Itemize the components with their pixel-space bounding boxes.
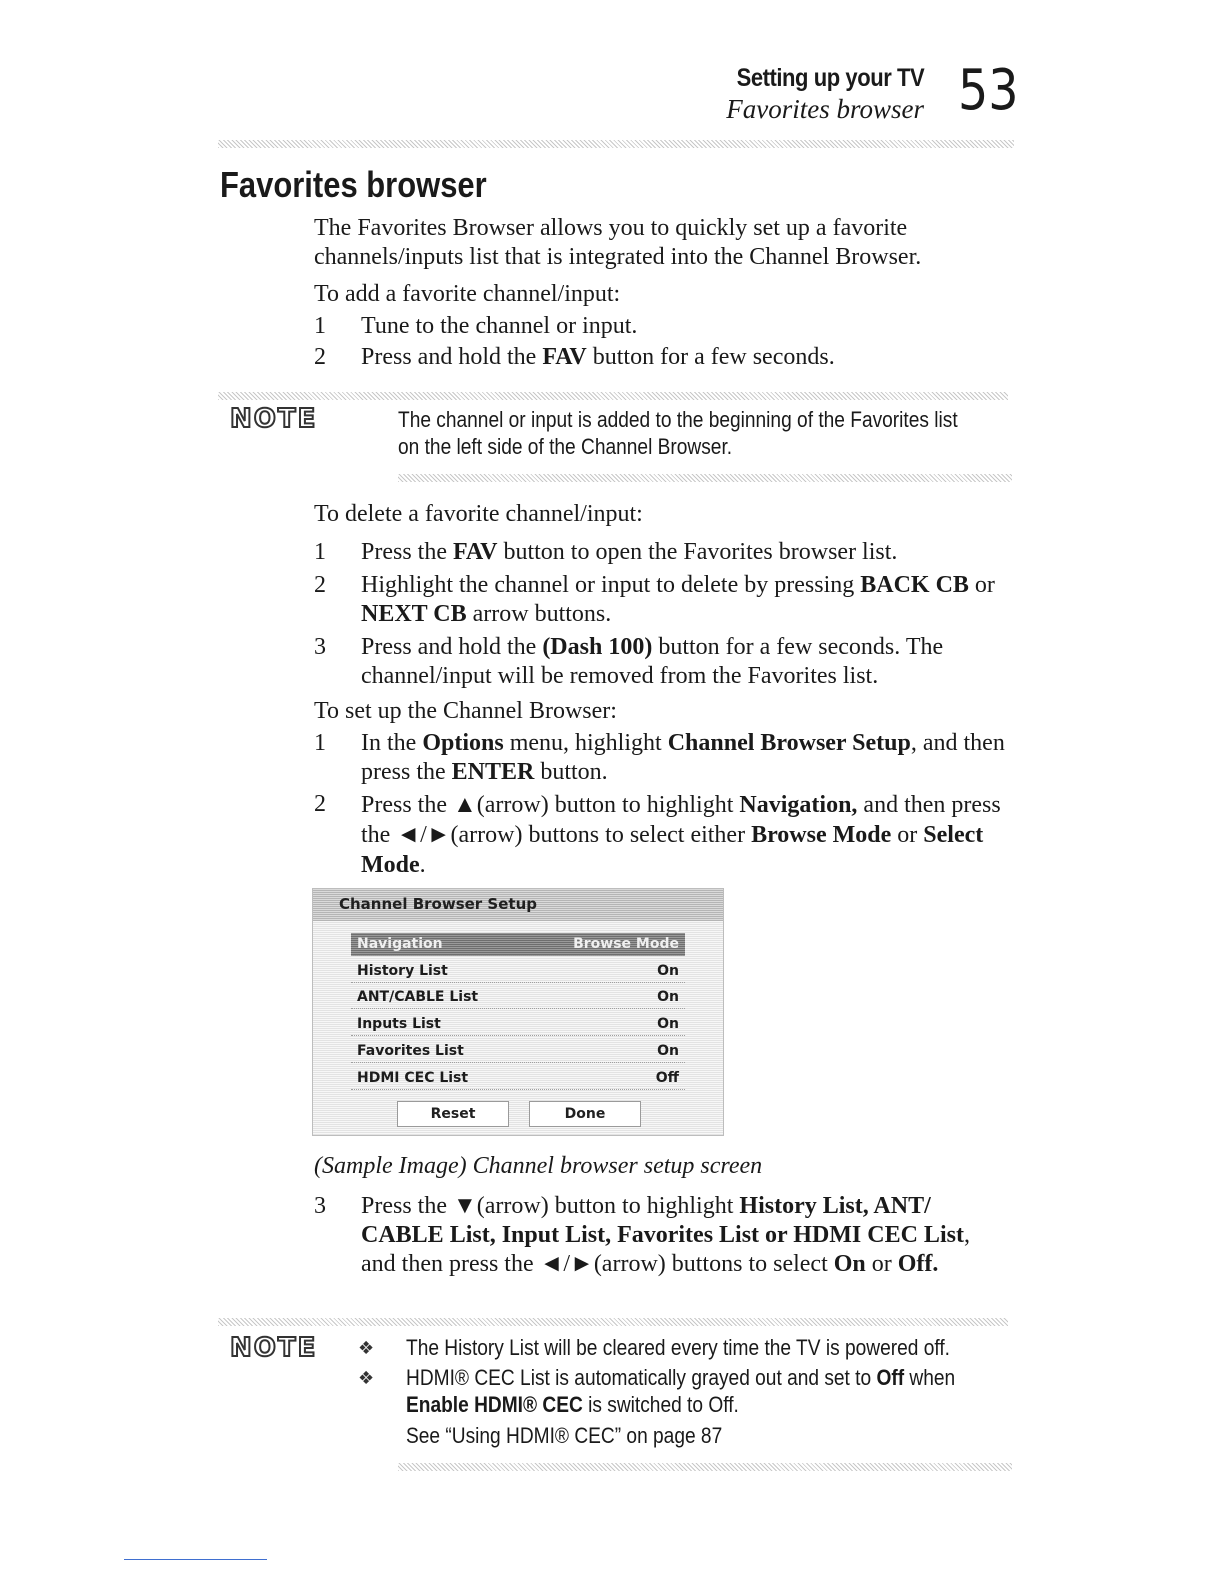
step-text-mid: or [968, 572, 995, 598]
navigation-ref: Navigation, [739, 792, 858, 818]
note1-bottom-rule [398, 474, 1012, 482]
setup-step-2 [314, 790, 1014, 880]
step-text-mid4: or [891, 822, 924, 848]
note1-top-rule [218, 392, 1008, 400]
add-step-2 [314, 343, 1014, 372]
browse-mode-ref: Browse Mode [751, 822, 892, 848]
step-text-tail: button to open the Favorites browser list. [497, 539, 898, 565]
menu-row-label: History List [357, 963, 448, 979]
menu-row-label: Inputs List [357, 1016, 441, 1032]
setup-heading: To set up the Channel Browser: [314, 698, 617, 724]
note2-top-rule [218, 1318, 1008, 1326]
step-number: 2 [314, 791, 326, 817]
menu-row-value: On [657, 1016, 679, 1032]
step-text-tail: button. [534, 759, 608, 785]
menu-row-favorites-list[interactable] [351, 1040, 685, 1063]
menu-row-label: Favorites List [357, 1043, 464, 1059]
header-rule [218, 140, 1014, 148]
menu-row-value: Browse Mode [573, 936, 679, 952]
step-text-mid: (arrow) button to highlight [476, 792, 740, 818]
step-text-tail: arrow buttons. [466, 601, 612, 627]
step-text: Press the [361, 539, 453, 565]
menu-row-label: Navigation [357, 936, 443, 952]
note2-see-ref[interactable]: See “Using HDMI® CEC” on page 87 [406, 1423, 723, 1448]
select-mode-ref: Select Mode [361, 822, 984, 878]
add-step-1 [314, 312, 1014, 341]
delete-step-3 [314, 633, 1014, 691]
delete-step-1 [314, 538, 1014, 567]
step-text-mid3: (arrow) buttons to select [593, 1251, 834, 1277]
step-text: Tune to the channel or input. [361, 313, 638, 339]
step-text-mid: (arrow) button to highlight [476, 1193, 740, 1219]
note2-item2 [406, 1364, 955, 1391]
channel-browser-setup-screen [312, 888, 724, 1136]
delete-heading: To delete a favorite channel/input: [314, 501, 643, 527]
menu-row-history-list[interactable] [351, 960, 685, 983]
delete-step-2 [314, 571, 1014, 629]
menu-row-value: On [657, 1043, 679, 1059]
menu-row-value: Off [655, 1070, 679, 1086]
list-options-ref: History List, ANT/ CABLE List, Input List, Favorites List or HDMI CEC List [361, 1193, 964, 1248]
step-text-mid: menu, highlight [503, 730, 668, 756]
menu-row-value: On [657, 989, 679, 1005]
note2-bottom-rule [398, 1463, 1012, 1471]
menu-row-hdmi-cec-list[interactable] [351, 1067, 685, 1090]
menu-row-ant-cable-list[interactable] [351, 986, 685, 1009]
footer-line [124, 1559, 267, 1560]
step-text-mid3: (arrow) buttons to select either [450, 822, 752, 848]
note2-item1: The History List will be cleared every time the TV is powered off. [406, 1335, 950, 1360]
back-cb-ref: BACK CB [860, 572, 969, 598]
step-text: Press and hold the [361, 344, 543, 370]
step-number: 1 [314, 730, 326, 756]
step-text: Highlight the channel or input to delete by pressing [361, 572, 861, 598]
menu-row-navigation[interactable] [351, 933, 685, 956]
channel-browser-setup-ref: Channel Browser Setup [667, 730, 911, 756]
done-button[interactable]: Done [529, 1101, 641, 1127]
figure-caption: (Sample Image) Channel browser setup screen [314, 1153, 763, 1179]
step-text: In the [361, 730, 423, 756]
step-number: 3 [314, 1193, 326, 1219]
setup-step-1 [314, 729, 1014, 787]
menu-row-inputs-list[interactable] [351, 1013, 685, 1036]
note2-item2-off: Off [876, 1365, 905, 1390]
section-title: Favorites browser [220, 164, 487, 205]
bullet-icon: ❖ [358, 1338, 375, 1359]
step-text: Press the [361, 1193, 453, 1219]
note2-item2-cont [406, 1391, 739, 1418]
intro-paragraph: The Favorites Browser allows you to quickly set up a favorite channels/inputs list that is integrated into the Channel Browser. [314, 215, 922, 270]
step-text-mid2: , and then press the [361, 730, 1005, 785]
note1-line1: The channel or input is added to the beginning of the Favorites list [398, 407, 958, 432]
menu-row-label: ANT/CABLE List [357, 989, 479, 1005]
left-right-arrow-icon: ◄/► [539, 1251, 594, 1277]
up-arrow-icon: ▲ [453, 792, 477, 818]
note2-label: NOTE [230, 1333, 318, 1363]
screen-title: Channel Browser Setup [339, 895, 537, 913]
step-text-tail: . [419, 852, 426, 878]
page-number: 53 [958, 58, 1019, 123]
setup-step-3 [314, 1192, 1014, 1279]
options-ref: Options [422, 730, 504, 756]
step-text-mid2: and then press the [361, 792, 1001, 848]
down-arrow-icon: ▼ [453, 1193, 477, 1219]
step-text-mid4: or [865, 1251, 898, 1277]
step-number: 2 [314, 572, 326, 598]
dash-100-ref: (Dash 100) [542, 634, 653, 660]
fav-button-ref: FAV [453, 539, 498, 565]
note2-item2-text: HDMI® CEC List is automatically grayed out and set to [406, 1365, 877, 1390]
step-text: Press the [361, 792, 453, 818]
bullet-icon: ❖ [358, 1368, 375, 1389]
chapter-title: Setting up your TV [736, 64, 924, 92]
running-section-title: Favorites browser [726, 94, 924, 124]
enable-hdmi-cec-ref: Enable HDMI® CEC [406, 1392, 583, 1417]
next-cb-ref: NEXT CB [361, 601, 467, 627]
menu-row-label: HDMI CEC List [357, 1070, 469, 1086]
left-right-arrow-icon: ◄/► [396, 822, 451, 848]
note2-item2-cont-text: is switched to Off. [582, 1392, 739, 1417]
step-number: 3 [314, 634, 326, 660]
enter-ref: ENTER [451, 759, 535, 785]
step-number: 1 [314, 539, 326, 565]
step-text-tail: button for a few seconds. The channel/input will be removed from the Favorites list. [361, 634, 944, 689]
step-number: 1 [314, 313, 326, 339]
on-ref: On [833, 1251, 866, 1277]
step-text: Press and hold the [361, 634, 543, 660]
add-heading: To add a favorite channel/input: [314, 281, 621, 307]
screen-title-bar [313, 889, 723, 921]
step-text-tail: button for a few seconds. [586, 344, 835, 370]
menu-row-value: On [657, 963, 679, 979]
fav-button-ref: FAV [542, 344, 587, 370]
step-text-mid2: , and then press the [361, 1222, 970, 1277]
reset-button[interactable]: Reset [397, 1101, 509, 1127]
off-ref: Off. [897, 1251, 939, 1277]
step-number: 2 [314, 344, 326, 370]
note2-item2-tail: when [904, 1365, 956, 1390]
note1-label: NOTE [230, 404, 318, 434]
note1-line2: on the left side of the Channel Browser. [398, 434, 733, 459]
